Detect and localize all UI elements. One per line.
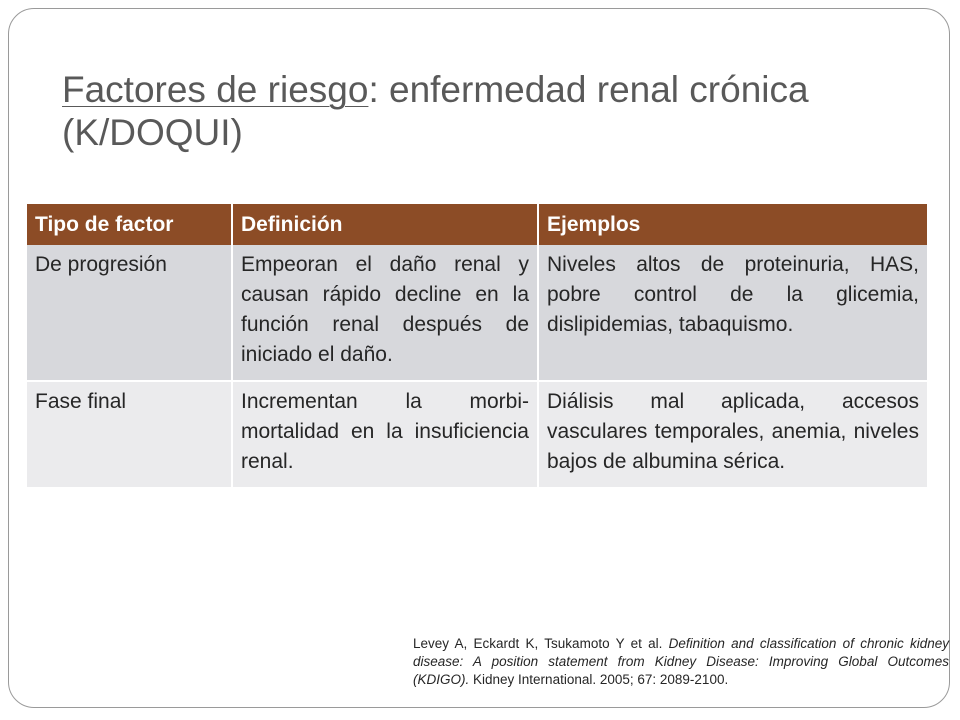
header-ejemplos: Ejemplos [538, 204, 927, 245]
cell-definition: Incrementan la morbi-mortalidad en la insuficiencia renal. [232, 381, 538, 487]
cell-factor-type: Fase final [27, 381, 232, 487]
risk-factors-table [27, 204, 927, 487]
title-underlined-part: Factores de riesgo [62, 69, 369, 110]
title-rest: : enfermedad renal crónica (K/DOQUI) [62, 69, 809, 153]
table-row [27, 245, 927, 381]
reference-title: Definition and classification of chronic kidney disease: A position statement from Kidney Disease: Improving Global Outcomes (KDIGO). [413, 636, 949, 687]
table-row [27, 381, 927, 487]
table-header-row [27, 204, 927, 245]
reference-journal: Kidney International. 2005; 67: 2089-2100. [473, 672, 729, 687]
cell-definition: Empeoran el daño renal y causan rápido decline en la función renal después de iniciado el daño. [232, 245, 538, 381]
cell-examples: Diálisis mal aplicada, accesos vasculares temporales, anemia, niveles bajos de albumina sérica. [538, 381, 927, 487]
header-definicion: Definición [232, 204, 538, 245]
cell-examples: Niveles altos de proteinuria, HAS, pobre control de la glicemia, dislipidemias, tabaquismo. [538, 245, 927, 381]
cell-factor-type: De progresión [27, 245, 232, 381]
reference-authors: Levey A, Eckardt K, Tsukamoto Y et al. [413, 636, 663, 651]
slide-title [62, 68, 922, 154]
reference-citation [413, 635, 949, 689]
header-tipo-de-factor: Tipo de factor [27, 204, 232, 245]
